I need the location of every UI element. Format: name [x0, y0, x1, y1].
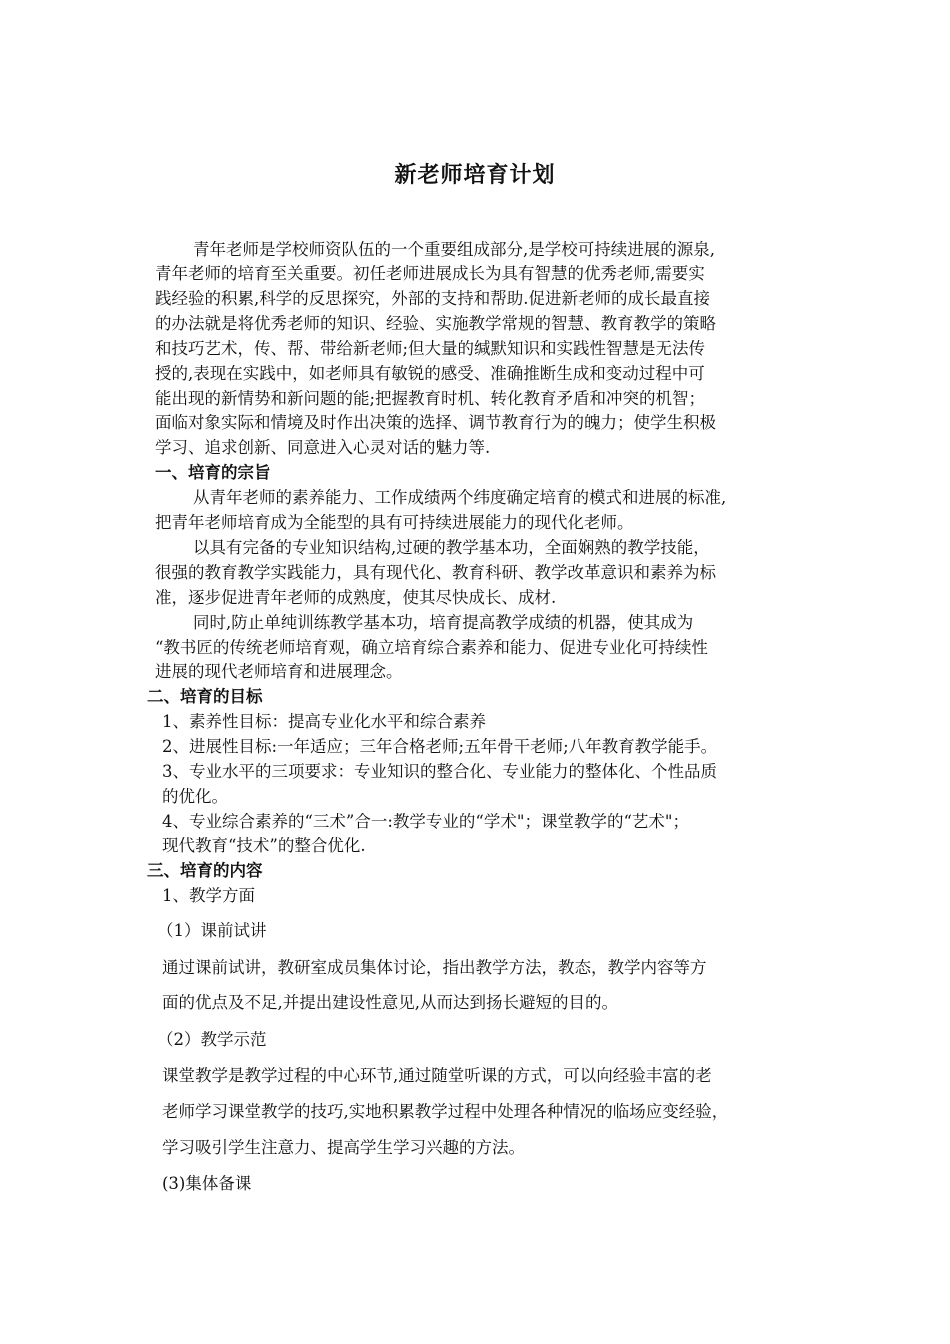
section-line: 同时,防止单纯训练教学基本功，培育提高教学成绩的机器，使其成为	[193, 613, 694, 632]
intro-line: 面临对象实际和情境及时作出决策的选择、调节教育行为的魄力；使学生积极	[155, 413, 716, 432]
section-line: 面的优点及不足,并提出建设性意见,从而达到扬长避短的目的。	[162, 993, 618, 1012]
section-line: 1、教学方面	[162, 886, 255, 905]
section-heading: 二、培育的目标	[147, 687, 263, 706]
section-line: 老师学习课堂教学的技巧,实地积累教学过程中处理各种情况的临场应变经验，	[162, 1102, 729, 1121]
section-heading: 三、培育的内容	[147, 861, 263, 880]
intro-line: 的办法就是将优秀老师的知识、经验、实施教学常规的智慧、教育教学的策略	[155, 314, 716, 333]
section-line: “教书匠的传统老师培育观，确立培育综合素养和能力、促进专业化可持续性	[155, 638, 708, 657]
section-line: 2、进展性目标:一年适应；三年合格老师;五年骨干老师;八年教育教学能手。	[162, 737, 718, 756]
section-line: 3、专业水平的三项要求：专业知识的整合化、专业能力的整体化、个性品质	[162, 762, 717, 781]
section-line: 1、素养性目标：提高专业化水平和综合素养	[162, 712, 486, 731]
section-line: 以具有完备的专业知识结构,过硬的教学基本功，全面娴熟的教学技能，	[193, 538, 710, 557]
section-line: (3)集体备课	[162, 1174, 252, 1193]
intro-line: 能出现的新情势和新问题的能;把握教育时机、转化教育矛盾和冲突的机智；	[155, 389, 706, 408]
intro-line: 青年老师的培育至关重要。初任老师进展成长为具有智慧的优秀老师,需要实	[155, 264, 705, 283]
intro-line: 学习、追求创新、同意进入心灵对话的魅力等.	[155, 438, 491, 457]
section-line: 4、专业综合素养的“三术”合一:教学专业的“学术"；课堂教学的“艺术"；	[162, 812, 689, 831]
section-line: 课堂教学是教学过程的中心环节,通过随堂听课的方式，可以向经验丰富的老	[162, 1066, 712, 1085]
section-line: 学习吸引学生注意力、提高学生学习兴趣的方法。	[162, 1138, 525, 1157]
section-line: 准，逐步促进青年老师的成熟度，使其尽快成长、成材.	[155, 588, 557, 607]
section-line: 现代教育“技术”的整合优化.	[162, 836, 366, 855]
section-heading: 一、培育的宗旨	[155, 463, 271, 482]
section-line: （1）课前试讲	[157, 921, 267, 940]
section-line: 通过课前试讲，教研室成员集体讨论，指出教学方法，教态，教学内容等方	[162, 958, 707, 977]
section-line: 很强的教育教学实践能力，具有现代化、教育科研、教学改革意识和素养为标	[155, 563, 716, 582]
intro-line: 授的,表现在实践中，如老师具有敏锐的感受、准确推断生成和变动过程中可	[155, 364, 705, 383]
section-line: （2）教学示范	[157, 1030, 267, 1049]
document-title: 新老师培育计划	[394, 162, 556, 188]
intro-line: 和技巧艺术，传、帮、带给新老师;但大量的缄默知识和实践性智慧是无法传	[155, 339, 706, 358]
section-line: 的优化。	[162, 787, 228, 806]
section-line: 进展的现代老师培育和进展理念。	[155, 662, 403, 681]
section-line: 把青年老师培育成为全能型的具有可持续进展能力的现代化老师。	[155, 513, 634, 532]
intro-line: 践经验的积累,科学的反思探究，外部的支持和帮助.促进新老师的成长最直接	[155, 289, 710, 308]
section-line: 从青年老师的素养能力、工作成绩两个纬度确定培育的模式和进展的标准,	[193, 488, 727, 507]
intro-line: 青年老师是学校师资队伍的一个重要组成部分,是学校可持续进展的源泉,	[193, 240, 715, 259]
